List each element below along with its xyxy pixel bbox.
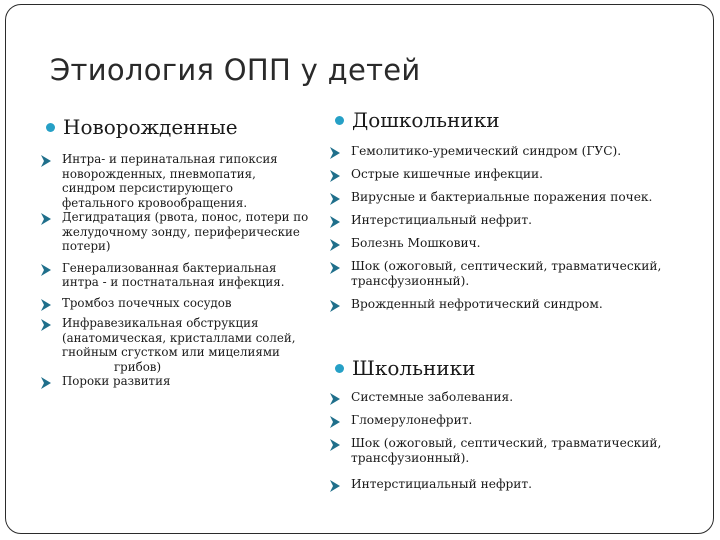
list-item-line: Интра- и перинатальная гипоксия — [62, 152, 278, 166]
list-item-line: Болезнь Мошкович. — [351, 236, 481, 250]
list-item-line: Шок (ожоговый, септический, травматический, — [351, 436, 662, 450]
arrow-bullet-icon — [41, 377, 51, 389]
arrow-bullet-icon — [330, 262, 340, 274]
list-item — [330, 167, 700, 182]
list-item-line: новорожденных, пневмопатия, — [62, 166, 256, 181]
list-item-line: грибов) — [114, 359, 162, 374]
list-item-line: гнойным сгустком или мицелиями — [62, 345, 280, 359]
school-list — [330, 390, 700, 492]
list-item-line: трансфузионный). — [351, 451, 470, 465]
school-heading-text: Школьники — [352, 356, 476, 380]
list-item — [330, 144, 700, 159]
list-item-line: Острые кишечные инфекции. — [351, 167, 543, 181]
bullet-dot-icon — [46, 123, 55, 132]
arrow-bullet-icon — [330, 239, 340, 251]
list-item-line: интра - и постнатальная инфекция. — [62, 275, 285, 289]
list-item-line: Врожденный нефротический синдром. — [351, 297, 603, 311]
list-item-line: потери) — [62, 239, 111, 253]
list-item-line: трансфузионный). — [351, 274, 470, 288]
list-item-line: Гломерулонефрит. — [351, 413, 473, 427]
list-item-line: Интерстициальный нефрит. — [351, 213, 533, 227]
arrow-bullet-icon — [330, 439, 340, 451]
list-item — [41, 296, 331, 311]
list-item — [330, 297, 700, 312]
arrow-bullet-icon — [330, 216, 340, 228]
arrow-bullet-icon — [330, 147, 340, 159]
list-item-line: Системные заболевания. — [351, 390, 514, 404]
list-item — [330, 213, 700, 228]
preschool-list — [330, 144, 700, 312]
list-item — [41, 152, 331, 210]
arrow-bullet-icon — [330, 193, 340, 205]
list-item-line: Тромбоз почечных сосудов — [62, 295, 232, 310]
arrow-bullet-icon — [41, 319, 51, 331]
list-item-line: Интерстициальный нефрит. — [351, 477, 533, 491]
list-item — [330, 190, 700, 205]
list-item — [330, 236, 700, 251]
newborns-heading-text: Новорожденные — [63, 115, 238, 139]
bullet-dot-icon — [335, 116, 344, 125]
arrow-bullet-icon — [41, 299, 51, 311]
preschool-heading — [330, 108, 700, 132]
preschool-section — [330, 108, 700, 312]
arrow-bullet-icon — [41, 264, 51, 276]
list-item-line: Инфравезикальная обструкция — [62, 316, 259, 330]
list-item-line: Гемолитико-уремический синдром (ГУС). — [351, 144, 622, 158]
list-item-line: фетального кровообращения. — [62, 195, 248, 210]
arrow-bullet-icon — [41, 155, 51, 167]
list-item-line: синдром персистирующего — [62, 181, 234, 195]
list-item-line: желудочному зонду, периферические — [62, 224, 300, 239]
list-item — [330, 477, 700, 492]
list-item-line: Вирусные и бактериальные поражения почек. — [351, 190, 653, 204]
newborns-section — [41, 115, 331, 389]
list-item-line: Шок (ожоговый, септический, травматический, — [351, 259, 662, 273]
list-item — [41, 374, 331, 389]
school-section — [330, 356, 700, 492]
list-item-line: Генерализованная бактериальная — [62, 260, 277, 275]
list-item — [41, 316, 331, 374]
list-item — [330, 436, 700, 466]
list-item-line: (анатомическая, кристаллами солей, — [62, 330, 296, 345]
slide-title: Этиология ОПП у детей — [50, 53, 421, 87]
school-heading — [330, 356, 700, 380]
bullet-dot-icon — [335, 364, 344, 373]
list-item-line: Пороки развития — [62, 374, 171, 388]
arrow-bullet-icon — [330, 393, 340, 405]
list-item — [330, 390, 700, 405]
arrow-bullet-icon — [330, 170, 340, 182]
list-item — [41, 210, 331, 254]
arrow-bullet-icon — [330, 300, 340, 312]
list-item — [330, 413, 700, 428]
list-item-line: Дегидратация (рвота, понос, потери по — [62, 210, 309, 224]
newborns-list — [41, 152, 331, 389]
arrow-bullet-icon — [41, 213, 51, 225]
arrow-bullet-icon — [330, 480, 340, 492]
list-item — [41, 261, 331, 290]
arrow-bullet-icon — [330, 416, 340, 428]
preschool-heading-text: Дошкольники — [352, 108, 500, 132]
newborns-heading — [41, 115, 331, 139]
list-item — [330, 259, 700, 289]
